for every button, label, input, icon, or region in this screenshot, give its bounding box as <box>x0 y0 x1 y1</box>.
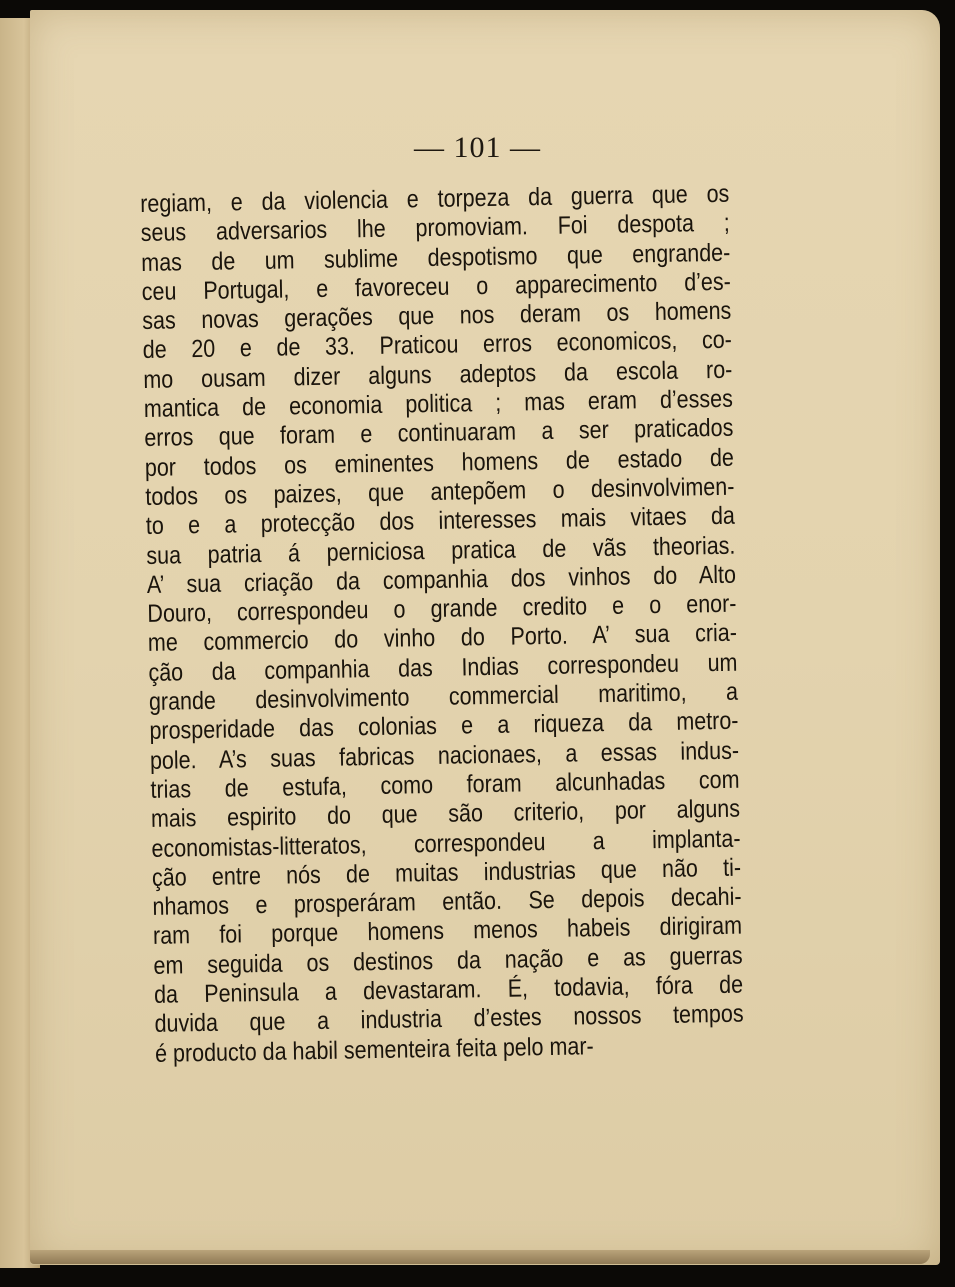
text-line: sua patria á perniciosa pratica de vãs theorias. <box>146 531 736 570</box>
page-number: — 101 — <box>414 131 541 164</box>
text-line: sas novas gerações que nos deram os homens <box>142 296 732 336</box>
text-line: todos os paizes, que antepõem o desinvolvimen- <box>145 472 735 511</box>
text-line: da Peninsula a devastaram. É, todavia, fóra de <box>153 970 744 1009</box>
text-line: duvida que a industria d’estes nossos tempos <box>154 999 744 1039</box>
text-line: pole. A’s suas fabricas nacionaes, a essas indus- <box>149 736 740 775</box>
text-line: por todos os eminentes homens de estado de <box>144 443 735 482</box>
text-line: mais espirito do que são criterio, por alguns <box>150 794 741 834</box>
text-line: mo ousam dizer alguns adeptos da escola ro- <box>143 355 733 394</box>
text-line: é producto da habil sementeira feita pelo mar- <box>154 1031 594 1068</box>
text-line: Douro, correspondeu o grande credito e o enor- <box>147 589 737 629</box>
text-line: me commercio do vinho do Porto. A’ sua cria- <box>147 619 738 658</box>
text-line: ceu Portugal, e favoreceu o apparecimento d’es- <box>141 267 732 306</box>
text-line: ção da companhia das Indias correspondeu um <box>148 648 738 687</box>
text-line: economistas-litteratos, correspondeu a implanta- <box>151 824 741 863</box>
text-line: regiam, e da violencia e torpeza da guerra que os <box>140 179 730 218</box>
text-line: A’ sua criação da companhia dos vinhos do Alto <box>146 560 737 599</box>
page-bottom-edge <box>30 1250 930 1264</box>
text-line: trias de estufa, como foram alcunhadas com <box>150 765 740 804</box>
text-line: erros que foram e continuaram a ser praticados <box>144 414 734 453</box>
text-line: seus adversarios lhe promoviam. Foi despota ; <box>140 209 731 248</box>
text-line: de 20 e de 33. Praticou erros economicos, co- <box>142 326 733 365</box>
text-line: mantica de economia politica ; mas eram d’esses <box>143 384 734 424</box>
text-line: mas de um sublime despotismo que engrande- <box>141 238 731 277</box>
text-line: em seguida os destinos da nação e as guerras <box>153 941 743 980</box>
text-line: prosperidade das colonias e a riqueza da metro- <box>149 706 739 746</box>
text-line: ção entre nós de muitas industrias que não ti- <box>151 853 742 892</box>
text-line: grande desinvolvimento commercial maritimo, a <box>148 677 739 716</box>
text-line: nhamos e prosperáram então. Se depois decahi- <box>152 882 742 922</box>
body-text <box>140 180 745 1069</box>
text-line: to e a protecção dos interesses mais vitaes da <box>145 501 736 541</box>
text-line: ram foi porque homens menos habeis dirigiram <box>152 912 743 951</box>
